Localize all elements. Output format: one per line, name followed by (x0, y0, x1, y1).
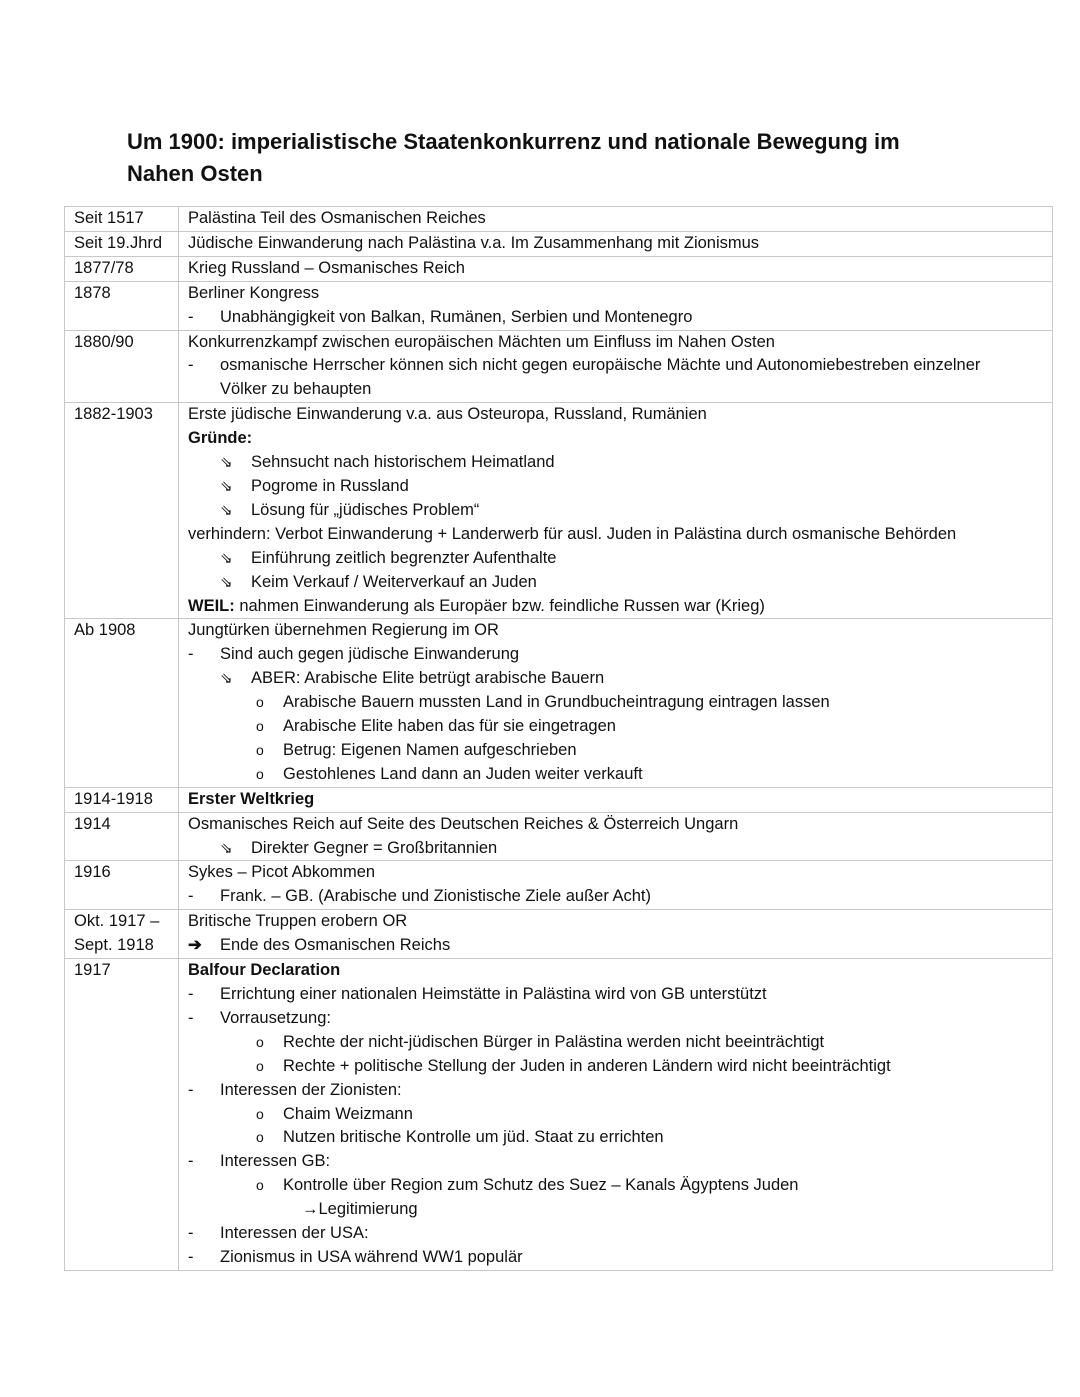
date-text: 1877/78 (74, 258, 134, 277)
event-line (188, 306, 1052, 330)
event-line (188, 861, 1052, 885)
event-text: Keim Verkauf / Weiterverkauf an Juden (251, 572, 537, 591)
event-line (188, 788, 1052, 812)
dash-bullet-icon: - (188, 356, 194, 375)
event-cell (179, 959, 1053, 1271)
circle-bullet-icon: o (256, 1177, 264, 1194)
date-cell (65, 910, 179, 959)
date-text: 1878 (74, 283, 111, 302)
date-cell (65, 281, 179, 330)
event-text: Lösung für „jüdisches Problem“ (251, 500, 480, 519)
date-text: 1914-1918 (74, 789, 153, 808)
event-line (188, 354, 1052, 378)
event-text: Rechte der nicht-jüdischen Bürger in Palästina werden nicht beeinträchtigt (283, 1032, 825, 1051)
event-cell (179, 812, 1053, 861)
circle-bullet-icon: o (256, 1057, 264, 1074)
event-text: Jungtürken übernehmen Regierung im OR (188, 621, 499, 640)
event-line (188, 282, 1052, 306)
date-cell (65, 619, 179, 787)
date-cell (65, 403, 179, 619)
event-line (188, 1007, 1052, 1031)
event-line (188, 427, 1052, 451)
bold-label: Erster Weltkrieg (188, 789, 315, 808)
event-text: verhindern: Verbot Einwanderung + Landerwerb für ausl. Juden in Palästina durch osmanische Behörden (188, 524, 957, 543)
event-text: Erste jüdische Einwanderung v.a. aus Osteuropa, Russland, Rumänien (188, 405, 707, 424)
event-text: Britische Truppen erobern OR (188, 912, 408, 931)
event-line (188, 619, 1052, 643)
event-line (188, 403, 1052, 427)
event-line (188, 1150, 1052, 1174)
dash-bullet-icon: - (188, 1152, 194, 1171)
event-line (188, 1246, 1052, 1270)
circle-bullet-icon: o (256, 694, 264, 711)
event-text: Direkter Gegner = Großbritannien (251, 838, 498, 857)
event-cell (179, 403, 1053, 619)
bold-label: Balfour Declaration (188, 961, 341, 980)
event-text: Chaim Weizmann (283, 1104, 413, 1123)
event-cell (179, 207, 1053, 232)
event-cell (179, 787, 1053, 812)
event-line (188, 1222, 1052, 1246)
event-text: Völker zu behaupten (220, 380, 372, 399)
bold-label: Gründe: (188, 429, 253, 448)
table-row (65, 403, 1053, 619)
dash-bullet-icon: - (188, 887, 194, 906)
event-line (188, 378, 1052, 402)
event-text: Frank. – GB. (Arabische und Zionistische Ziele außer Acht) (220, 887, 652, 906)
event-cell (179, 861, 1053, 910)
arrow-bullet-icon: ⇘ (220, 670, 233, 688)
event-text: Zionismus in USA während WW1 populär (220, 1247, 523, 1266)
event-line (188, 451, 1052, 475)
date-cell (65, 231, 179, 256)
event-cell (179, 910, 1053, 959)
event-text: Ende des Osmanischen Reichs (220, 936, 451, 955)
event-line (188, 1055, 1052, 1079)
event-line (188, 983, 1052, 1007)
table-row (65, 910, 1053, 959)
circle-bullet-icon: o (256, 1033, 264, 1050)
circle-bullet-icon: o (256, 741, 264, 758)
event-text: Jüdische Einwanderung nach Palästina v.a. Im Zusammenhang mit Zionismus (188, 233, 760, 252)
arrow-bullet-icon: ⇘ (220, 477, 233, 495)
event-line (188, 595, 1052, 619)
event-text: Interessen der Zionisten: (220, 1080, 402, 1099)
table-row (65, 281, 1053, 330)
event-text: Gestohlenes Land dann an Juden weiter verkauft (283, 764, 643, 783)
event-line (188, 739, 1052, 763)
arrow-bullet-icon: ⇘ (220, 549, 233, 567)
arrow-bullet-icon: ⇘ (220, 573, 233, 591)
dash-bullet-icon: - (188, 1080, 194, 1099)
event-line (188, 523, 1052, 547)
event-line (188, 667, 1052, 691)
event-line (188, 475, 1052, 499)
event-line (188, 691, 1052, 715)
event-text: Einführung zeitlich begrenzter Aufenthalte (251, 548, 557, 567)
event-cell (179, 619, 1053, 787)
event-text: Kontrolle über Region zum Schutz des Suez – Kanals Ägyptens Juden (283, 1176, 799, 1195)
circle-bullet-icon: o (256, 1129, 264, 1146)
event-line (188, 1126, 1052, 1150)
date-cell (65, 207, 179, 232)
event-line (188, 934, 1052, 958)
event-text: Arabische Bauern mussten Land in Grundbucheintragung eintragen lassen (283, 693, 830, 712)
table-row (65, 619, 1053, 787)
event-line (188, 257, 1052, 281)
event-cell (179, 330, 1053, 403)
arrow-bullet-icon: ⇘ (220, 454, 233, 472)
arrow-bullet-icon: ⇘ (220, 501, 233, 519)
circle-bullet-icon: o (256, 1105, 264, 1122)
event-text: ABER: Arabische Elite betrügt arabische Bauern (251, 669, 605, 688)
dash-bullet-icon: - (188, 307, 194, 326)
event-cell (179, 256, 1053, 281)
date-text: 1880/90 (74, 332, 134, 351)
event-cell (179, 281, 1053, 330)
event-line (188, 547, 1052, 571)
date-text: 1916 (74, 863, 111, 882)
event-line (188, 959, 1052, 983)
date-cell (65, 787, 179, 812)
event-line (188, 1198, 1052, 1222)
date-cell (65, 330, 179, 403)
event-line (188, 232, 1052, 256)
page-title: Um 1900: imperialistische Staatenkonkurrenz und nationale Bewegung im Nahen Osten (127, 129, 900, 186)
right-arrow-icon: ➔ (188, 936, 202, 955)
date-cell (65, 959, 179, 1271)
event-text: Interessen GB: (220, 1152, 331, 1171)
event-text: Errichtung einer nationalen Heimstätte in Palästina wird von GB unterstützt (220, 985, 767, 1003)
event-text: Unabhängigkeit von Balkan, Rumänen, Serbien und Montenegro (220, 307, 693, 326)
bold-label: WEIL: (188, 596, 235, 615)
date-text: 1914 (74, 814, 111, 833)
date-cell (65, 256, 179, 281)
date-text: Seit 1517 (74, 209, 144, 227)
date-text: 1917 (74, 961, 111, 980)
event-text: Berliner Kongress (188, 283, 320, 302)
event-line (188, 813, 1052, 837)
date-text: 1882-1903 (74, 405, 153, 424)
table-row (65, 330, 1053, 403)
dash-bullet-icon: - (188, 645, 194, 664)
date-text: Ab 1908 (74, 621, 136, 640)
date-text: Sept. 1918 (74, 936, 154, 955)
event-text: Osmanisches Reich auf Seite des Deutschen Reiches & Österreich Ungarn (188, 814, 739, 833)
date-text: Seit 19.Jhrd (74, 233, 163, 252)
dash-bullet-icon: - (188, 1008, 194, 1027)
event-line (188, 1103, 1052, 1127)
event-line (188, 763, 1052, 787)
table-row (65, 207, 1053, 232)
dash-bullet-icon: - (188, 985, 194, 1003)
dash-bullet-icon: - (188, 1224, 194, 1243)
event-text: Pogrome in Russland (251, 476, 409, 495)
event-text: osmanische Herrscher können sich nicht gegen europäische Mächte und Autonomiebestreben einzelner (220, 356, 981, 375)
event-line (188, 885, 1052, 909)
event-text: Sykes – Picot Abkommen (188, 863, 376, 882)
event-text: nahmen Einwanderung als Europäer bzw. feindliche Russen war (Krieg) (234, 596, 765, 615)
event-line (188, 207, 1052, 231)
date-cell (65, 812, 179, 861)
timeline-table (64, 206, 1053, 1271)
table-row (65, 231, 1053, 256)
event-line (188, 331, 1052, 355)
event-text: Interessen der USA: (220, 1224, 369, 1243)
event-text: Vorrausetzung: (220, 1008, 331, 1027)
event-line (188, 837, 1052, 861)
event-line (188, 910, 1052, 934)
event-line (188, 1031, 1052, 1055)
date-text: Okt. 1917 – (74, 912, 160, 931)
event-text: Rechte + politische Stellung der Juden in anderen Ländern wird nicht beeinträchtigt (283, 1056, 891, 1075)
circle-bullet-icon: o (256, 765, 264, 782)
event-text: →Legitimierung (302, 1200, 418, 1219)
date-cell (65, 861, 179, 910)
event-text: Betrug: Eigenen Namen aufgeschrieben (283, 740, 577, 759)
event-line (188, 499, 1052, 523)
table-row (65, 812, 1053, 861)
circle-bullet-icon: o (256, 718, 264, 735)
event-text: Sehnsucht nach historischem Heimatland (251, 453, 555, 472)
event-text: Palästina Teil des Osmanischen Reiches (188, 209, 486, 227)
event-line (188, 715, 1052, 739)
table-row (65, 959, 1053, 1271)
event-text: Arabische Elite haben das für sie eingetragen (283, 717, 616, 736)
table-row (65, 256, 1053, 281)
dash-bullet-icon: - (188, 1247, 194, 1266)
table-row (65, 861, 1053, 910)
arrow-bullet-icon: ⇘ (220, 839, 233, 857)
event-text: Krieg Russland – Osmanisches Reich (188, 258, 465, 277)
event-text: Sind auch gegen jüdische Einwanderung (220, 645, 520, 664)
event-line (188, 1079, 1052, 1103)
event-line (188, 571, 1052, 595)
table-row (65, 787, 1053, 812)
event-cell (179, 231, 1053, 256)
event-text: Nutzen britische Kontrolle um jüd. Staat zu errichten (283, 1128, 664, 1147)
event-line (188, 1174, 1052, 1198)
event-text: Konkurrenzkampf zwischen europäischen Mächten um Einfluss im Nahen Osten (188, 332, 775, 351)
event-line (188, 643, 1052, 667)
